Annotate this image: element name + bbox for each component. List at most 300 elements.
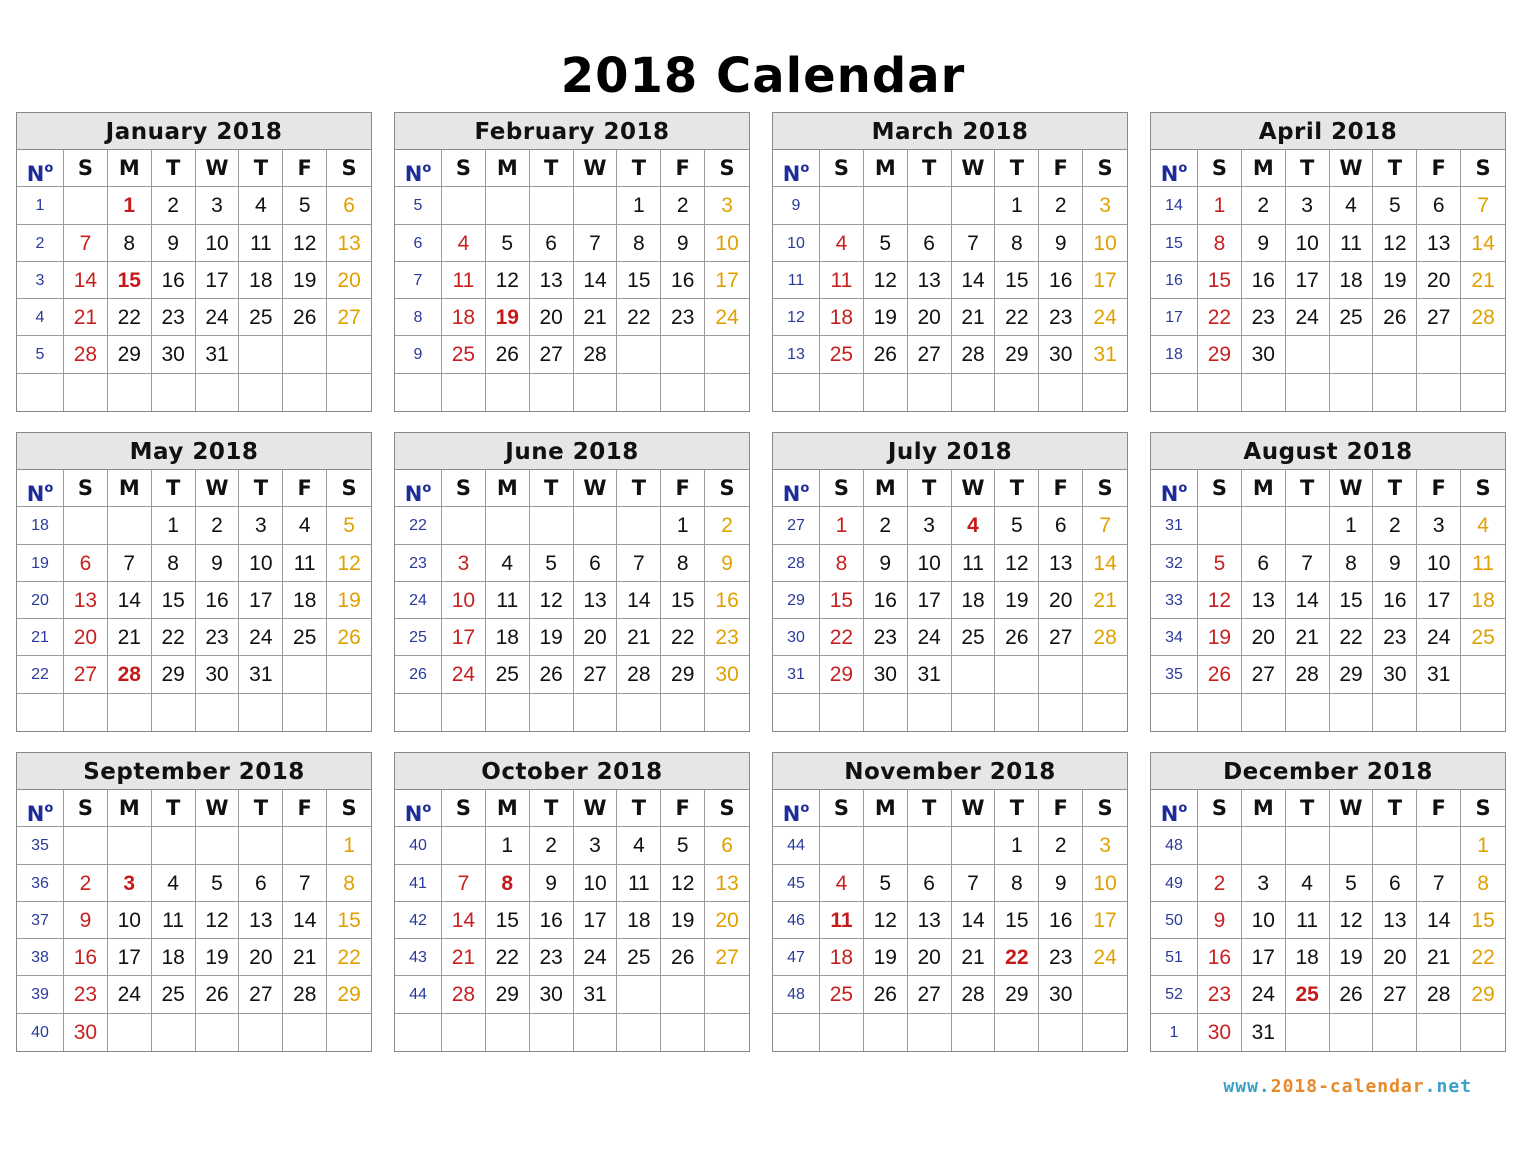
day-cell: 15 <box>617 262 661 299</box>
week-number: 5 <box>395 187 442 224</box>
website-footer[interactable] <box>1223 1076 1472 1097</box>
empty-cell <box>617 976 661 1013</box>
day-cell: 13 <box>530 262 574 299</box>
empty-cell <box>661 976 705 1013</box>
day-cell: 14 <box>108 582 152 619</box>
empty-cell <box>1198 694 1242 731</box>
day-cell: 28 <box>1286 656 1330 693</box>
day-cell: 17 <box>442 619 486 656</box>
day-cell: 27 <box>530 336 574 373</box>
weekday-header: M <box>108 790 152 827</box>
day-cell: 25 <box>239 299 283 336</box>
day-cell: 8 <box>1198 225 1242 262</box>
empty-cell <box>239 374 283 411</box>
weekday-header: M <box>486 790 530 827</box>
empty-cell <box>1083 694 1127 731</box>
empty-cell <box>1198 374 1242 411</box>
week-number: 12 <box>773 299 820 336</box>
day-cell: 31 <box>574 976 618 1013</box>
empty-cell <box>1039 656 1083 693</box>
empty-cell <box>995 694 1039 731</box>
day-cell: 7 <box>1286 545 1330 582</box>
day-cell: 14 <box>1083 545 1127 582</box>
day-cell: 10 <box>442 582 486 619</box>
month-title: February 2018 <box>395 113 749 150</box>
day-cell: 25 <box>820 336 864 373</box>
week-number-sup: o <box>44 161 54 176</box>
weekday-header: W <box>952 470 996 507</box>
day-cell: 26 <box>283 299 327 336</box>
week-number: 21 <box>17 619 64 656</box>
day-cell: 26 <box>1198 656 1242 693</box>
empty-cell <box>1373 1014 1417 1051</box>
empty-cell <box>196 1014 240 1051</box>
week-number-header <box>1151 790 1198 827</box>
empty-cell <box>327 694 371 731</box>
day-cell: 1 <box>995 827 1039 864</box>
day-cell: 12 <box>283 225 327 262</box>
day-cell: 20 <box>327 262 371 299</box>
day-cell: 31 <box>1083 336 1127 373</box>
day-cell: 7 <box>283 865 327 902</box>
day-cell: 13 <box>1417 225 1461 262</box>
day-cell: 30 <box>1198 1014 1242 1051</box>
weekday-header: M <box>108 150 152 187</box>
day-cell: 29 <box>820 656 864 693</box>
day-cell: 23 <box>661 299 705 336</box>
weekday-header: M <box>486 150 530 187</box>
day-cell: 21 <box>952 939 996 976</box>
weekday-header: S <box>1083 790 1127 827</box>
day-cell: 20 <box>1242 619 1286 656</box>
empty-cell <box>1461 336 1505 373</box>
day-cell: 11 <box>1330 225 1374 262</box>
empty-cell <box>705 694 749 731</box>
month-block <box>1150 432 1506 732</box>
day-cell: 10 <box>908 545 952 582</box>
week-number-header <box>17 790 64 827</box>
empty-cell <box>864 827 908 864</box>
day-cell: 6 <box>705 827 749 864</box>
empty-cell <box>108 827 152 864</box>
day-cell: 13 <box>908 262 952 299</box>
week-number: 26 <box>395 656 442 693</box>
day-cell: 31 <box>239 656 283 693</box>
week-number: 30 <box>773 619 820 656</box>
day-cell: 27 <box>1373 976 1417 1013</box>
empty-cell <box>486 694 530 731</box>
day-cell: 5 <box>1198 545 1242 582</box>
footer-prefix: www. <box>1223 1076 1271 1097</box>
day-cell: 18 <box>617 902 661 939</box>
day-cell: 16 <box>705 582 749 619</box>
day-cell: 28 <box>283 976 327 1013</box>
empty-cell <box>1330 336 1374 373</box>
empty-cell <box>574 694 618 731</box>
day-cell: 4 <box>1330 187 1374 224</box>
day-cell: 9 <box>530 865 574 902</box>
day-cell: 9 <box>152 225 196 262</box>
day-cell: 14 <box>1417 902 1461 939</box>
weekday-header: S <box>1198 150 1242 187</box>
day-cell: 9 <box>1039 865 1083 902</box>
day-cell: 8 <box>1461 865 1505 902</box>
week-number: 43 <box>395 939 442 976</box>
day-cell: 11 <box>820 902 864 939</box>
weekday-header: S <box>1198 470 1242 507</box>
day-cell: 31 <box>1242 1014 1286 1051</box>
day-cell: 8 <box>327 865 371 902</box>
day-cell: 4 <box>617 827 661 864</box>
empty-cell <box>1286 1014 1330 1051</box>
day-cell: 7 <box>952 865 996 902</box>
day-cell: 26 <box>196 976 240 1013</box>
day-cell: 5 <box>661 827 705 864</box>
month-title: October 2018 <box>395 753 749 790</box>
weekday-header: W <box>196 790 240 827</box>
week-number-header <box>1151 150 1198 187</box>
day-cell: 19 <box>995 582 1039 619</box>
day-cell: 12 <box>864 902 908 939</box>
month-block <box>16 752 372 1052</box>
day-cell: 7 <box>952 225 996 262</box>
day-cell: 21 <box>1286 619 1330 656</box>
day-cell: 5 <box>1373 187 1417 224</box>
week-number: 20 <box>17 582 64 619</box>
day-cell: 28 <box>1083 619 1127 656</box>
day-cell: 13 <box>705 865 749 902</box>
day-cell: 23 <box>1373 619 1417 656</box>
day-cell: 18 <box>820 299 864 336</box>
empty-cell <box>820 374 864 411</box>
day-cell: 24 <box>908 619 952 656</box>
weekday-header: W <box>574 790 618 827</box>
weekday-header: T <box>1286 470 1330 507</box>
week-number-sup: o <box>422 481 432 496</box>
day-cell: 8 <box>108 225 152 262</box>
day-cell: 14 <box>283 902 327 939</box>
day-cell: 18 <box>283 582 327 619</box>
empty-cell <box>1330 1014 1374 1051</box>
day-cell: 14 <box>952 902 996 939</box>
week-number: 9 <box>773 187 820 224</box>
weekday-header: F <box>1417 150 1461 187</box>
day-cell: 27 <box>574 656 618 693</box>
day-cell: 13 <box>327 225 371 262</box>
empty-cell <box>152 374 196 411</box>
day-cell: 26 <box>1330 976 1374 1013</box>
day-cell: 21 <box>1083 582 1127 619</box>
empty-cell <box>1242 374 1286 411</box>
day-cell: 14 <box>1461 225 1505 262</box>
day-cell: 27 <box>64 656 108 693</box>
week-number: 17 <box>1151 299 1198 336</box>
day-cell: 16 <box>530 902 574 939</box>
week-number: 1 <box>17 187 64 224</box>
weekday-header: S <box>1083 470 1127 507</box>
day-cell: 24 <box>1242 976 1286 1013</box>
empty-cell <box>283 694 327 731</box>
day-cell: 22 <box>486 939 530 976</box>
day-cell: 10 <box>1242 902 1286 939</box>
weekday-header: T <box>1286 150 1330 187</box>
day-cell: 9 <box>64 902 108 939</box>
day-cell: 15 <box>486 902 530 939</box>
day-cell: 4 <box>952 507 996 544</box>
day-cell: 28 <box>108 656 152 693</box>
empty-cell <box>1461 656 1505 693</box>
day-cell: 23 <box>1039 299 1083 336</box>
empty-cell <box>64 694 108 731</box>
weekday-header: T <box>152 470 196 507</box>
empty-cell <box>108 507 152 544</box>
empty-cell <box>486 187 530 224</box>
day-cell: 30 <box>1039 976 1083 1013</box>
day-cell: 22 <box>327 939 371 976</box>
day-cell: 16 <box>1039 902 1083 939</box>
week-number: 10 <box>773 225 820 262</box>
day-cell: 15 <box>661 582 705 619</box>
day-cell: 22 <box>995 939 1039 976</box>
month-title: July 2018 <box>773 433 1127 470</box>
month-block <box>394 752 750 1052</box>
month-block <box>16 432 372 732</box>
day-cell: 22 <box>617 299 661 336</box>
empty-cell <box>1461 694 1505 731</box>
day-cell: 18 <box>1330 262 1374 299</box>
day-cell: 29 <box>1198 336 1242 373</box>
week-number: 50 <box>1151 902 1198 939</box>
weekday-header: M <box>486 470 530 507</box>
footer-domain: 2018-calendar <box>1270 1076 1425 1097</box>
day-cell: 16 <box>661 262 705 299</box>
day-cell: 28 <box>952 976 996 1013</box>
week-number-header <box>773 470 820 507</box>
day-cell: 12 <box>661 865 705 902</box>
empty-cell <box>108 694 152 731</box>
week-number <box>395 694 442 731</box>
week-number: 23 <box>395 545 442 582</box>
day-cell: 19 <box>661 902 705 939</box>
day-cell: 23 <box>1198 976 1242 1013</box>
day-cell: 9 <box>1198 902 1242 939</box>
day-cell: 6 <box>327 187 371 224</box>
day-cell: 17 <box>108 939 152 976</box>
day-cell: 30 <box>1039 336 1083 373</box>
day-cell: 10 <box>196 225 240 262</box>
empty-cell <box>908 694 952 731</box>
day-cell: 3 <box>1083 827 1127 864</box>
day-cell: 9 <box>196 545 240 582</box>
week-number: 3 <box>17 262 64 299</box>
weekday-header: T <box>995 150 1039 187</box>
week-number: 47 <box>773 939 820 976</box>
weekday-header: S <box>64 470 108 507</box>
weekday-header: W <box>574 150 618 187</box>
day-cell: 30 <box>864 656 908 693</box>
weekday-header: T <box>152 790 196 827</box>
empty-cell <box>617 694 661 731</box>
day-cell: 6 <box>64 545 108 582</box>
week-number-sup: o <box>422 161 432 176</box>
day-cell: 6 <box>1242 545 1286 582</box>
day-cell: 11 <box>1461 545 1505 582</box>
day-cell: 13 <box>64 582 108 619</box>
day-cell: 7 <box>442 865 486 902</box>
day-cell: 15 <box>995 262 1039 299</box>
day-cell: 11 <box>1286 902 1330 939</box>
day-cell: 16 <box>864 582 908 619</box>
empty-cell <box>64 507 108 544</box>
week-number: 18 <box>17 507 64 544</box>
day-cell: 17 <box>1242 939 1286 976</box>
week-number: 48 <box>773 976 820 1013</box>
weekday-header: T <box>1373 150 1417 187</box>
day-cell: 27 <box>908 976 952 1013</box>
weekday-header: T <box>617 150 661 187</box>
empty-cell <box>1417 694 1461 731</box>
day-cell: 29 <box>995 336 1039 373</box>
day-cell: 23 <box>64 976 108 1013</box>
week-number: 41 <box>395 865 442 902</box>
weekday-header: T <box>239 470 283 507</box>
week-number: 44 <box>395 976 442 1013</box>
week-number-label: N <box>782 802 801 826</box>
empty-cell <box>327 656 371 693</box>
day-cell: 22 <box>1198 299 1242 336</box>
weekday-header: S <box>1461 470 1505 507</box>
week-number: 49 <box>1151 865 1198 902</box>
day-cell: 20 <box>705 902 749 939</box>
weekday-header: F <box>661 790 705 827</box>
day-cell: 22 <box>1330 619 1374 656</box>
day-cell: 14 <box>442 902 486 939</box>
month-days-grid <box>773 470 1127 731</box>
day-cell: 10 <box>705 225 749 262</box>
week-number-header <box>395 790 442 827</box>
day-cell: 7 <box>617 545 661 582</box>
day-cell: 5 <box>864 865 908 902</box>
weekday-header: S <box>442 150 486 187</box>
day-cell: 18 <box>820 939 864 976</box>
empty-cell <box>952 694 996 731</box>
empty-cell <box>864 1014 908 1051</box>
weekday-header: M <box>1242 470 1286 507</box>
day-cell: 20 <box>239 939 283 976</box>
month-title: August 2018 <box>1151 433 1505 470</box>
day-cell: 22 <box>152 619 196 656</box>
day-cell: 12 <box>995 545 1039 582</box>
day-cell: 8 <box>486 865 530 902</box>
day-cell: 20 <box>1039 582 1083 619</box>
day-cell: 2 <box>864 507 908 544</box>
day-cell: 1 <box>617 187 661 224</box>
weekday-header: F <box>283 150 327 187</box>
day-cell: 11 <box>442 262 486 299</box>
day-cell: 26 <box>864 976 908 1013</box>
day-cell: 29 <box>661 656 705 693</box>
day-cell: 28 <box>1417 976 1461 1013</box>
weekday-header: T <box>908 790 952 827</box>
week-number: 51 <box>1151 939 1198 976</box>
weekday-header: M <box>864 150 908 187</box>
empty-cell <box>152 1014 196 1051</box>
day-cell: 25 <box>442 336 486 373</box>
day-cell: 18 <box>239 262 283 299</box>
week-number: 44 <box>773 827 820 864</box>
week-number: 31 <box>1151 507 1198 544</box>
week-number-sup: o <box>800 481 810 496</box>
day-cell: 3 <box>239 507 283 544</box>
day-cell: 11 <box>486 582 530 619</box>
month-title: December 2018 <box>1151 753 1505 790</box>
day-cell: 3 <box>108 865 152 902</box>
day-cell: 11 <box>952 545 996 582</box>
day-cell: 27 <box>327 299 371 336</box>
day-cell: 16 <box>1242 262 1286 299</box>
empty-cell <box>1242 507 1286 544</box>
day-cell: 24 <box>705 299 749 336</box>
empty-cell <box>442 187 486 224</box>
empty-cell <box>1330 694 1374 731</box>
month-block <box>1150 112 1506 412</box>
weekday-header: S <box>820 470 864 507</box>
day-cell: 27 <box>239 976 283 1013</box>
day-cell: 19 <box>1330 939 1374 976</box>
week-number: 35 <box>17 827 64 864</box>
day-cell: 6 <box>908 865 952 902</box>
month-days-grid <box>395 470 749 731</box>
weekday-header: T <box>152 150 196 187</box>
week-number: 24 <box>395 582 442 619</box>
day-cell: 30 <box>196 656 240 693</box>
day-cell: 12 <box>530 582 574 619</box>
day-cell: 1 <box>486 827 530 864</box>
weekday-header: F <box>1039 790 1083 827</box>
day-cell: 17 <box>574 902 618 939</box>
day-cell: 18 <box>952 582 996 619</box>
day-cell: 11 <box>239 225 283 262</box>
day-cell: 5 <box>486 225 530 262</box>
empty-cell <box>239 336 283 373</box>
empty-cell <box>283 374 327 411</box>
day-cell: 3 <box>574 827 618 864</box>
week-number: 9 <box>395 336 442 373</box>
weekday-header: T <box>617 790 661 827</box>
empty-cell <box>1083 1014 1127 1051</box>
day-cell: 19 <box>530 619 574 656</box>
weekday-header: F <box>661 470 705 507</box>
day-cell: 20 <box>908 939 952 976</box>
week-number: 33 <box>1151 582 1198 619</box>
empty-cell <box>196 694 240 731</box>
month-days-grid <box>1151 470 1505 731</box>
day-cell: 29 <box>327 976 371 1013</box>
day-cell: 29 <box>152 656 196 693</box>
day-cell: 4 <box>442 225 486 262</box>
week-number: 37 <box>17 902 64 939</box>
month-days-grid <box>773 150 1127 411</box>
weekday-header: S <box>442 790 486 827</box>
empty-cell <box>661 336 705 373</box>
empty-cell <box>995 1014 1039 1051</box>
day-cell: 13 <box>908 902 952 939</box>
empty-cell <box>820 827 864 864</box>
day-cell: 3 <box>908 507 952 544</box>
day-cell: 8 <box>1330 545 1374 582</box>
empty-cell <box>530 507 574 544</box>
weekday-header: T <box>530 150 574 187</box>
